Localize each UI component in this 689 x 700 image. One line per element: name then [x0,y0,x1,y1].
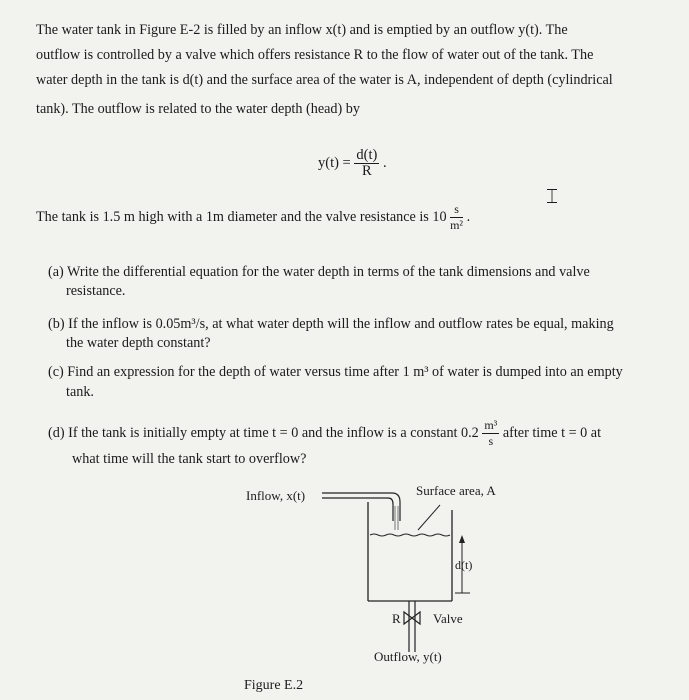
depth-arrow-head [459,535,465,543]
resistance-label: R [392,611,401,626]
part-c-line-1: (c) Find an expression for the depth of water versus time after 1 m³ of water is dumped into an empty [48,364,623,380]
intro-line-4: tank). The outflow is related to the water depth (head) by [36,101,360,117]
intro-line-1: The water tank in Figure E-2 is filled by an inflow x(t) and is emptied by an outflow y(t). The [36,22,568,38]
figure-caption: Figure E.2 [244,678,304,693]
resistance-unit-denominator: m² [450,218,464,232]
inflow-label: Inflow, x(t) [246,488,306,503]
part-d-line-2: what time will the tank start to overflow? [72,451,307,467]
water-surface [370,534,450,536]
inflow-unit-numerator: m³ [484,418,498,432]
part-a-line-2: resistance. [66,283,126,299]
valve-right-triangle [412,612,420,624]
equation-end: . [382,154,387,171]
part-b-line-2: the water depth constant? [66,335,211,351]
part-d-text: (d) If the tank is initially empty at time t = 0 and the inflow is a constant 0.2 [48,424,479,441]
valve-label: Valve [433,611,463,626]
equation-denominator: R [362,163,372,179]
surface-leader-line [418,505,440,530]
part-a-line-1: (a) Write the differential equation for the water depth in terms of the tank dimensions and valve [48,264,590,280]
intro-line-3: water depth in the tank is d(t) and the surface area of the water is A, independent of depth (cylindrical [36,72,613,88]
intro-line-2: outflow is controlled by a valve which offers resistance R to the flow of water out of the tank. The [36,47,594,63]
equation-lhs: y(t) = [318,154,351,171]
valve-left-triangle [404,612,412,624]
surface-area-label: Surface area, A [416,483,496,498]
part-d-text-end: after time t = 0 at [502,424,602,441]
equation-numerator: d(t) [356,147,378,163]
inflow-pipe-bend-inner [388,498,393,521]
outflow-label: Outflow, y(t) [374,649,442,664]
resistance-unit-numerator: s [450,202,463,218]
tank-specs-text: The tank is 1.5 m high with a 1m diameter and the valve resistance is 10 [36,208,447,225]
depth-label: d(t) [455,558,473,572]
text-cursor-icon: ⌶ [546,184,558,208]
part-b-line-1: (b) If the inflow is 0.05m³/s, at what water depth will the inflow and outflow rates be equal, making [48,316,614,332]
inflow-unit-denominator: s [488,434,494,448]
tank-specs-end: . [466,208,471,225]
part-c-line-2: tank. [66,384,94,400]
